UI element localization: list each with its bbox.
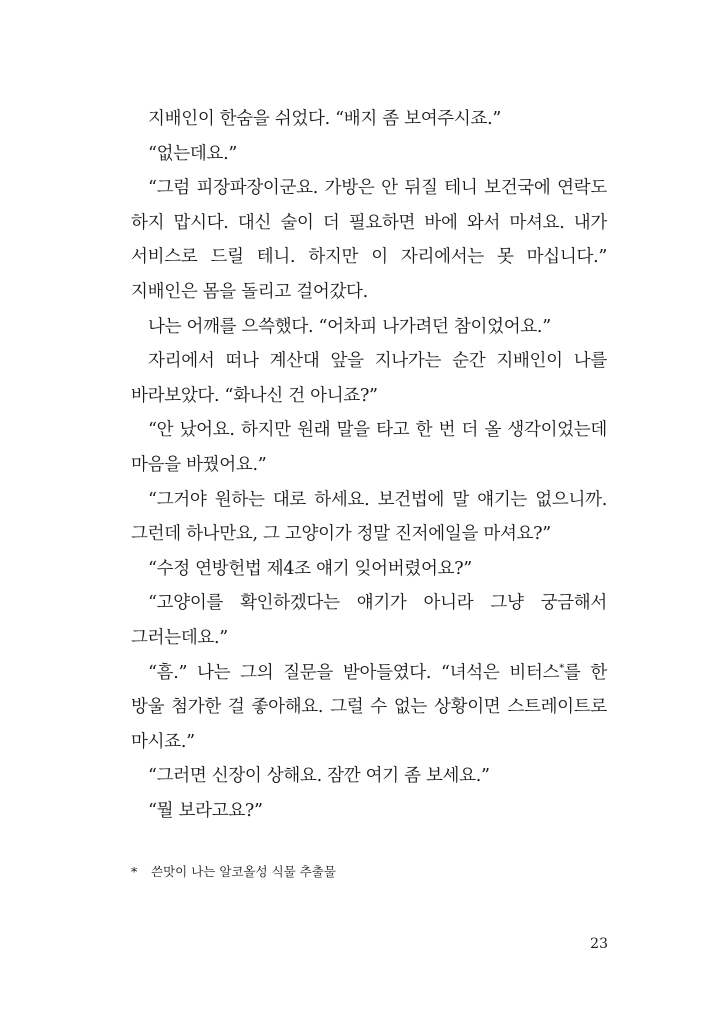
- page-number: 23: [590, 936, 608, 952]
- footnote: [131, 863, 607, 881]
- paragraph: 자리에서 떠나 계산대 앞을 지나가는 순간 지배인이 나를 바라보았다. “화나신 건 아니죠?”: [131, 351, 607, 406]
- paragraph: “그거야 원하는 대로 하세요. 보건법에 말 얘기는 없으니까. 그런데 하나만요, 그 고양이가 정말 진저에일을 마셔요?”: [131, 489, 607, 545]
- paragraph: “그럼 피장파장이군요. 가방은 안 뒤질 테니 보건국에 연락도 하지 맙시다. 대신 술이 더 필요하면 바에 와서 마셔요. 내가 서비스로 드릴 테니. 하지만 이 자리에서는 못 마십니다.” 지배인은 몸을 돌리고 걸어갔다.: [131, 178, 607, 302]
- body-text: [131, 102, 607, 828]
- paragraph: 지배인이 한숨을 쉬었다. “배지 좀 보여주시죠.”: [148, 109, 502, 129]
- paragraph: 나는 어깨를 으쓱했다. “어차피 나가려던 참이었어요.”: [148, 316, 551, 337]
- paragraph-bitters: [131, 656, 607, 760]
- paragraph: “수정 연방헌법 제4조 얘기 잊어버렸어요?”: [148, 558, 472, 579]
- footnote-reference: *: [559, 662, 564, 674]
- paragraph: “뭘 보라고요?”: [148, 800, 263, 821]
- paragraph: “없는데요.”: [148, 143, 237, 164]
- paragraph: “안 났어요. 하지만 원래 말을 타고 한 번 더 올 생각이었는데 마음을 바꿨어요.”: [131, 420, 607, 475]
- footnote-text: 쓴맛이 나는 알코올성 식물 추출물: [151, 864, 336, 879]
- paragraph: “그러면 신장이 상해요. 잠깐 여기 좀 보세요.”: [148, 766, 490, 787]
- footnote-marker: *: [131, 864, 138, 879]
- paragraph: “고양이를 확인하겠다는 얘기가 아니라 그냥 궁금해서 그러는데요.”: [131, 593, 607, 648]
- paragraph-text: 를 한 방울 첨가한 걸 좋아해요. 그럴 수 없는 상황이면 스트레이트로 마시죠.”: [131, 662, 607, 752]
- paragraph-text: “흠.” 나는 그의 질문을 받아들였다. “녀석은 비터스: [148, 662, 560, 683]
